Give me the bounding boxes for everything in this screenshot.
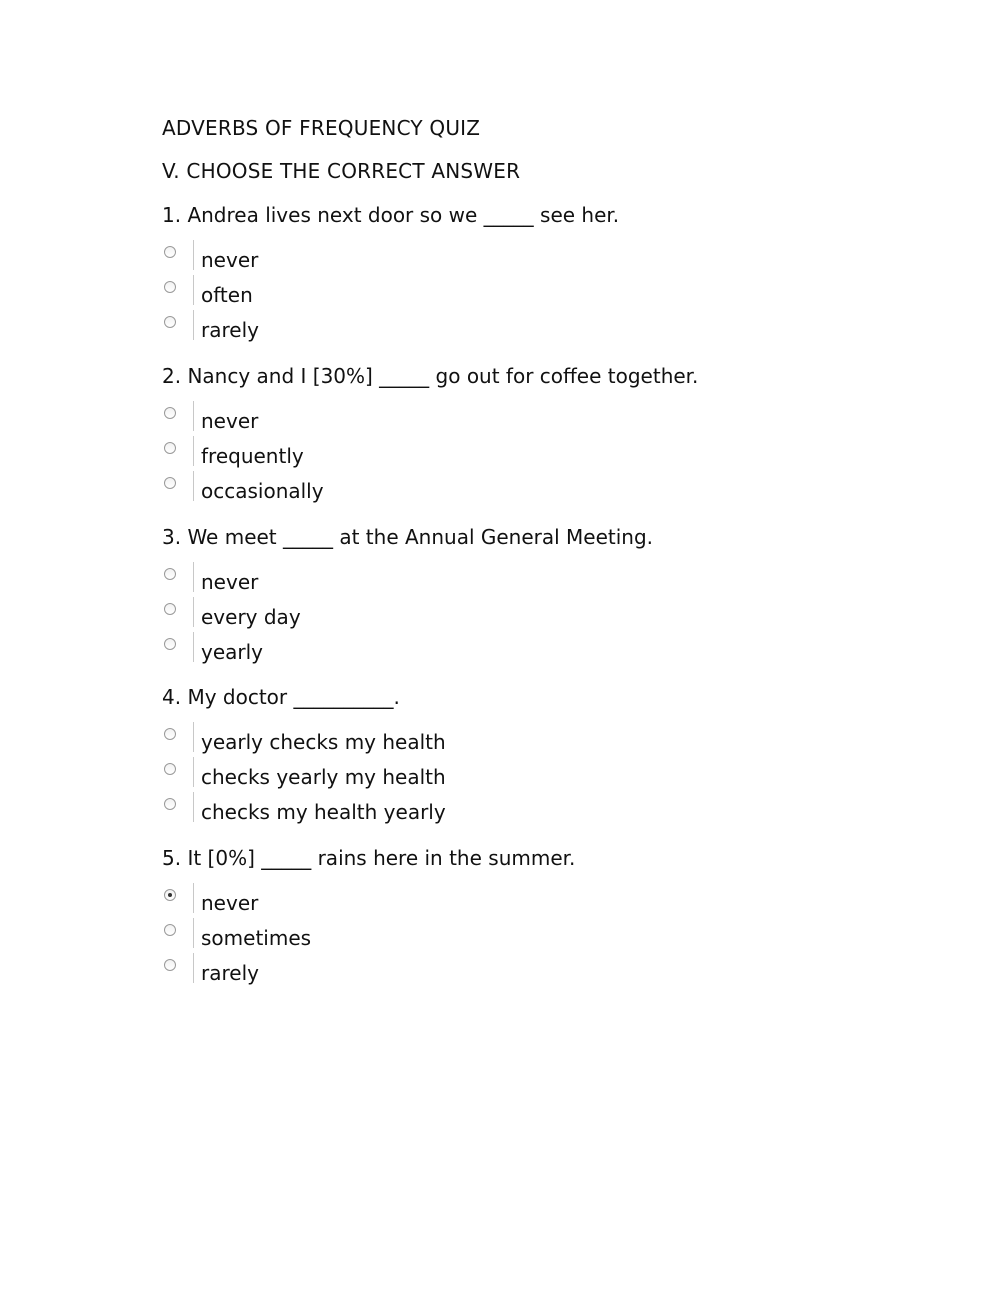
option-divider	[193, 918, 194, 948]
option-4-b[interactable]	[162, 763, 922, 798]
option-label[interactable]: every day	[201, 605, 301, 629]
option-5-never[interactable]	[162, 889, 922, 924]
question-2	[162, 362, 922, 512]
option-1-rarely[interactable]	[162, 316, 922, 351]
option-divider	[193, 597, 194, 627]
radio-button[interactable]	[164, 442, 176, 454]
question-4	[162, 683, 922, 833]
question-5-text: 5. It [0%] _____ rains here in the summer.	[162, 846, 576, 870]
option-label[interactable]: yearly	[201, 640, 264, 664]
question-5-options	[162, 889, 922, 994]
option-label[interactable]: rarely	[201, 318, 259, 342]
option-label[interactable]: checks my health yearly	[201, 800, 446, 824]
option-label[interactable]: sometimes	[201, 926, 312, 950]
option-label[interactable]: frequently	[201, 444, 304, 468]
option-divider	[193, 883, 194, 913]
question-3-options	[162, 568, 922, 673]
radio-button[interactable]	[164, 638, 176, 650]
question-4-options	[162, 728, 922, 833]
question-5	[162, 844, 922, 994]
option-label[interactable]: rarely	[201, 961, 259, 985]
question-1-text: 1. Andrea lives next door so we _____ see her.	[162, 203, 620, 227]
question-4-text: 4. My doctor __________.	[162, 685, 400, 709]
radio-button[interactable]	[164, 889, 176, 901]
question-2-text: 2. Nancy and I [30%] _____ go out for coffee together.	[162, 364, 699, 388]
option-divider	[193, 275, 194, 305]
radio-button[interactable]	[164, 924, 176, 936]
option-3-yearly[interactable]	[162, 638, 922, 673]
option-5-sometimes[interactable]	[162, 924, 922, 959]
option-2-frequently[interactable]	[162, 442, 922, 477]
radio-button[interactable]	[164, 763, 176, 775]
radio-button[interactable]	[164, 798, 176, 810]
question-1-options	[162, 246, 922, 351]
quiz-instructions: V. CHOOSE THE CORRECT ANSWER	[162, 159, 521, 183]
option-divider	[193, 722, 194, 752]
radio-button[interactable]	[164, 407, 176, 419]
option-divider	[193, 562, 194, 592]
radio-button[interactable]	[164, 568, 176, 580]
option-2-occasionally[interactable]	[162, 477, 922, 512]
option-3-every-day[interactable]	[162, 603, 922, 638]
option-label[interactable]: often	[201, 283, 253, 307]
option-4-c[interactable]	[162, 798, 922, 833]
question-2-options	[162, 407, 922, 512]
option-4-a[interactable]	[162, 728, 922, 763]
option-divider	[193, 953, 194, 983]
option-1-never[interactable]	[162, 246, 922, 281]
radio-button[interactable]	[164, 477, 176, 489]
option-2-never[interactable]	[162, 407, 922, 442]
option-1-often[interactable]	[162, 281, 922, 316]
option-divider	[193, 471, 194, 501]
option-3-never[interactable]	[162, 568, 922, 603]
option-5-rarely[interactable]	[162, 959, 922, 994]
radio-button[interactable]	[164, 316, 176, 328]
option-label[interactable]: checks yearly my health	[201, 765, 446, 789]
option-divider	[193, 401, 194, 431]
question-3-text: 3. We meet _____ at the Annual General Meeting.	[162, 525, 654, 549]
question-3	[162, 523, 922, 673]
option-label[interactable]: occasionally	[201, 479, 324, 503]
option-label[interactable]: never	[201, 570, 259, 594]
option-label[interactable]: yearly checks my health	[201, 730, 446, 754]
radio-button[interactable]	[164, 246, 176, 258]
option-divider	[193, 436, 194, 466]
radio-button[interactable]	[164, 603, 176, 615]
quiz-title: ADVERBS OF FREQUENCY QUIZ	[162, 116, 481, 140]
question-1	[162, 201, 922, 351]
option-divider	[193, 792, 194, 822]
option-label[interactable]: never	[201, 409, 259, 433]
option-divider	[193, 632, 194, 662]
option-divider	[193, 240, 194, 270]
radio-button[interactable]	[164, 959, 176, 971]
option-label[interactable]: never	[201, 248, 259, 272]
option-divider	[193, 757, 194, 787]
option-divider	[193, 310, 194, 340]
option-label[interactable]: never	[201, 891, 259, 915]
radio-button[interactable]	[164, 281, 176, 293]
radio-button[interactable]	[164, 728, 176, 740]
